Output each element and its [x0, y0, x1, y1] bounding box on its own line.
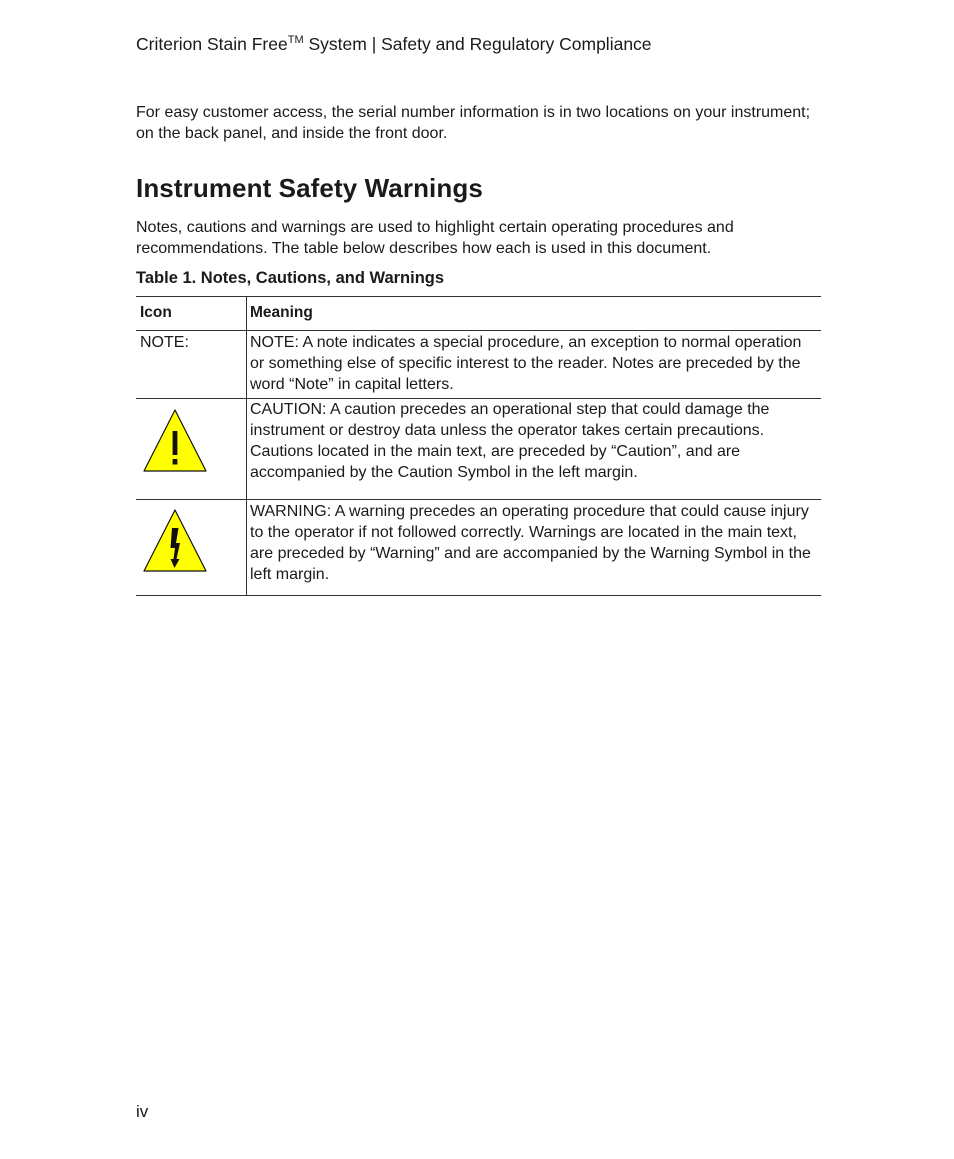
table-row-note [136, 331, 821, 399]
page-number: iv [136, 1102, 149, 1121]
section-intro-paragraph: Notes, cautions and warnings are used to highlight certain operating procedures and recommendations. The table below describes how each is used in this document. [136, 219, 734, 257]
caution-icon [143, 408, 207, 473]
warning-icon-cell [136, 500, 247, 596]
table-row-caution [136, 399, 821, 500]
notes-cautions-warnings-table [136, 296, 821, 596]
caution-meaning-text: CAUTION: A caution precedes an operational step that could damage the instrument or destroy data unless the operator takes certain precautions. Cautions located in the main text, are preceded by “Caution”, and are accompanied by the Caution Symbol in the left margin. [250, 401, 770, 481]
warning-meaning-text: WARNING: A warning precedes an operating procedure that could cause injury to the operator if not followed correctly. Warnings are located in the main text, are preceded by “Warning” and are accompanied by the Warning Symbol in the left margin. [250, 503, 811, 583]
note-meaning-cell [247, 331, 822, 399]
warning-meaning-cell [247, 500, 822, 596]
warning-electrical-icon [143, 508, 207, 573]
header-title-suffix: System | Safety and Regulatory Compliance [303, 34, 652, 54]
serial-number-paragraph: For easy customer access, the serial number information is in two locations on your instrument; on the back panel, and inside the front door. [136, 104, 811, 142]
caution-icon-cell [136, 399, 247, 500]
table-header-row [136, 297, 821, 331]
section-title: Instrument Safety Warnings [136, 173, 483, 203]
header-title-prefix: Criterion Stain Free [136, 34, 288, 54]
caution-meaning-cell [247, 399, 822, 500]
meaning-column-header: Meaning [247, 297, 822, 331]
note-meaning-text: NOTE: A note indicates a special procedure, an exception to normal operation or something else of specific interest to the reader. Notes are preceded by the word “Note” in capital letters. [250, 334, 802, 393]
table-row-warning [136, 500, 821, 596]
trademark-mark: TM [287, 34, 304, 46]
page-header [136, 33, 652, 58]
note-label: NOTE: [140, 334, 189, 351]
icon-column-header: Icon [136, 297, 247, 331]
table-caption: Table 1. Notes, Cautions, and Warnings [136, 269, 445, 287]
note-icon-cell [136, 331, 247, 399]
